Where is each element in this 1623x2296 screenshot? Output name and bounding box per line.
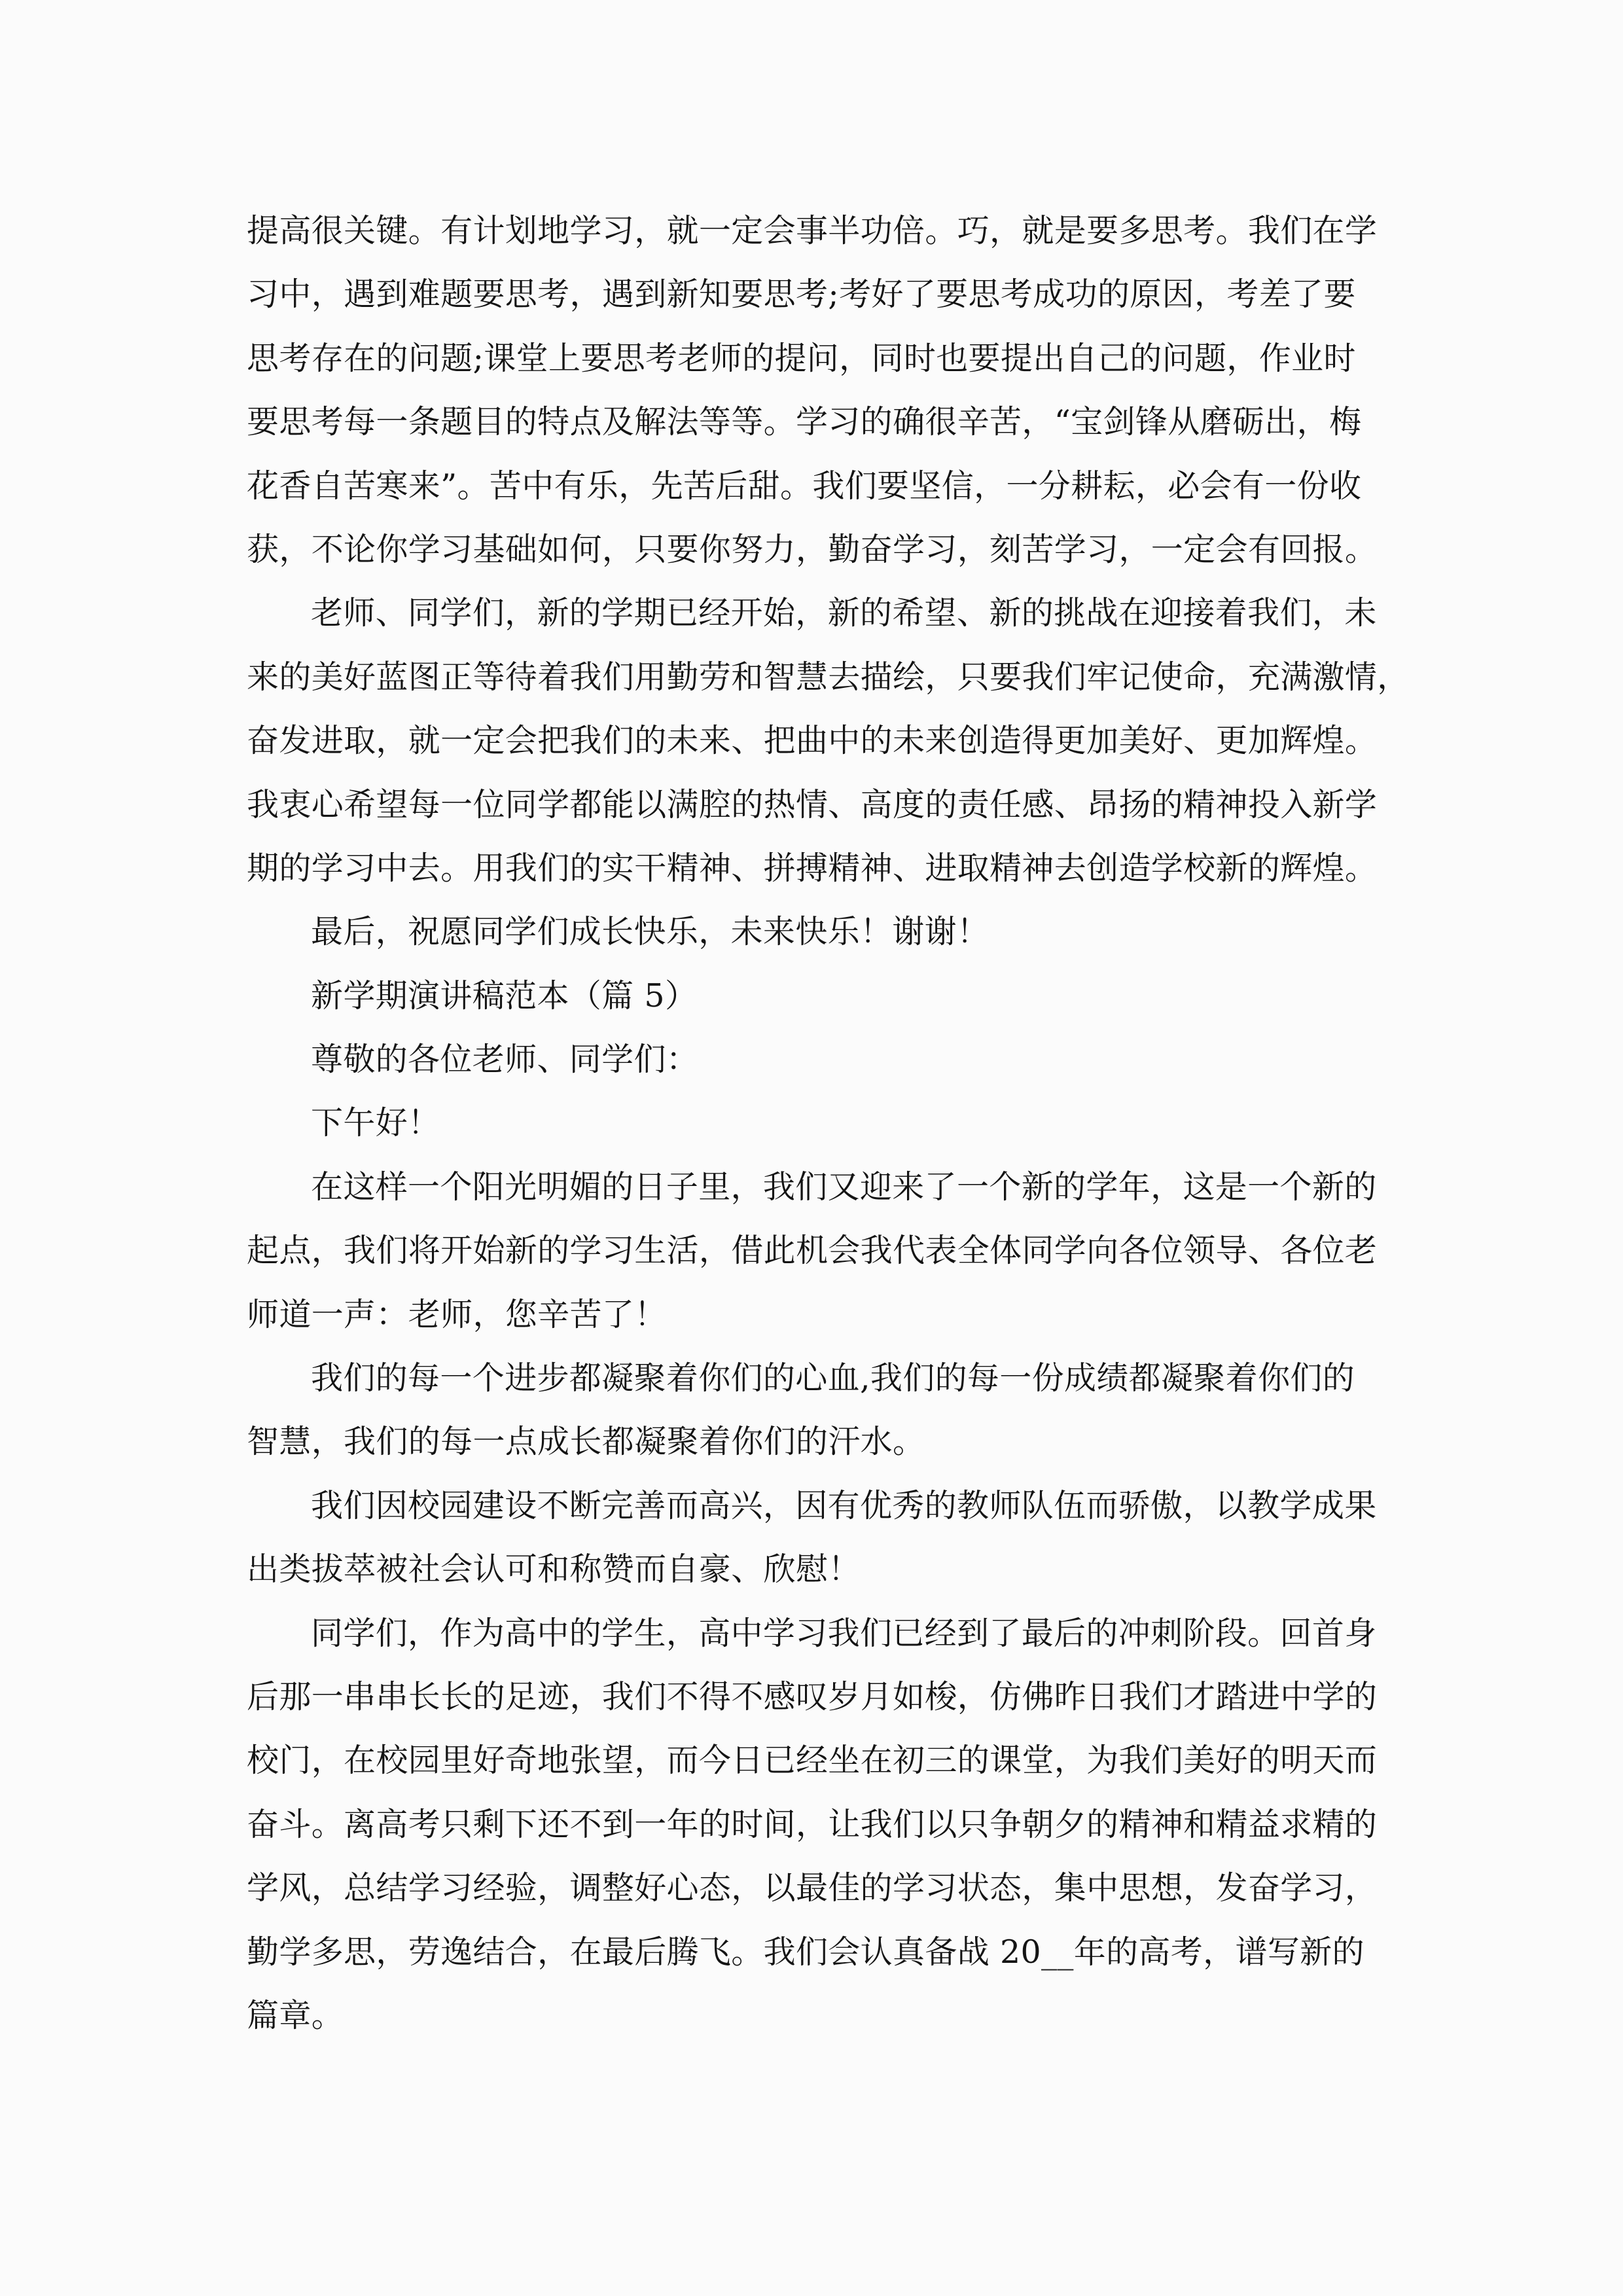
text-line-20: 智慧，我们的每一点成长都凝聚着你们的汗水。 xyxy=(247,1423,925,1461)
text-line-18: 师道一声：老师，您辛苦了！ xyxy=(247,1295,667,1333)
text-line-19: 我们的每一个进步都凝聚着你们的心血,我们的每一份成绩都凝聚着你们的 xyxy=(311,1359,1355,1397)
text-line-13: 新学期演讲稿范本（篇 5） xyxy=(311,977,698,1014)
text-line-6: 获，不论你学习基础如何，只要你努力，勤奋学习，刻苦学习，一定会有回报。 xyxy=(247,530,1378,568)
text-line-14: 尊敬的各位老师、同学们： xyxy=(311,1041,699,1079)
text-line-5: 花香自苦寒来”。苦中有乐，先苦后甜。我们要坚信，一分耕耘，必会有一份收 xyxy=(247,467,1362,505)
text-line-2: 习中，遇到难题要思考，遇到新知要思考;考好了要思考成功的原因，考差了要 xyxy=(247,276,1356,314)
text-line-23: 同学们，作为高中的学生，高中学习我们已经到了最后的冲刺阶段。回首身 xyxy=(311,1614,1377,1652)
text-line-15: 下午好！ xyxy=(311,1104,440,1142)
document-content xyxy=(247,199,1410,2047)
text-line-25: 校门，在校园里好奇地张望，而今日已经坐在初三的课堂，为我们美好的明天而 xyxy=(247,1742,1378,1780)
text-line-26: 奋斗。离高考只剩下还不到一年的时间，让我们以只争朝夕的精神和精益求精的 xyxy=(247,1805,1378,1843)
text-line-3: 思考存在的问题;课堂上要思考老师的提问，同时也要提出自己的问题，作业时 xyxy=(247,339,1356,377)
text-line-28: 勤学多思，劳逸结合，在最后腾飞。我们会认真备战 20__年的高考，谱写新的 xyxy=(247,1933,1364,1971)
text-line-8: 来的美好蓝图正等待着我们用勤劳和智慧去描绘，只要我们牢记使命，充满激情， xyxy=(247,658,1410,696)
text-line-27: 学风，总结学习经验，调整好心态，以最佳的学习状态，集中思想，发奋学习， xyxy=(247,1869,1378,1907)
text-line-10: 我衷心希望每一位同学都能以满腔的热情、高度的责任感、昂扬的精神投入新学 xyxy=(247,785,1378,823)
text-line-17: 起点，我们将开始新的学习生活，借此机会我代表全体同学向各位领导、各位老 xyxy=(247,1232,1378,1270)
text-line-4: 要思考每一条题目的特点及解法等等。学习的确很辛苦，“宝剑锋从磨砺出，梅 xyxy=(247,403,1362,441)
text-line-9: 奋发进取，就一定会把我们的未来、把曲中的未来创造得更加美好、更加辉煌。 xyxy=(247,722,1378,760)
text-line-1: 提高很关键。有计划地学习，就一定会事半功倍。巧，就是要多思考。我们在学 xyxy=(247,212,1378,249)
text-line-16: 在这样一个阳光明媚的日子里，我们又迎来了一个新的学年，这是一个新的 xyxy=(311,1168,1377,1206)
text-line-24: 后那一串串长长的足迹，我们不得不感叹岁月如梭，仿佛昨日我们才踏进中学的 xyxy=(247,1677,1378,1715)
text-line-21: 我们因校园建设不断完善而高兴，因有优秀的教师队伍而骄傲，以教学成果 xyxy=(311,1486,1377,1524)
text-line-11: 期的学习中去。用我们的实干精神、拼搏精神、进取精神去创造学校新的辉煌。 xyxy=(247,849,1378,887)
text-line-29: 篇章。 xyxy=(247,1996,344,2034)
text-line-22: 出类拔萃被社会认可和称赞而自豪、欣慰！ xyxy=(247,1551,861,1588)
text-line-7: 老师、同学们，新的学期已经开始，新的希望、新的挑战在迎接着我们，未 xyxy=(311,594,1377,632)
text-line-12: 最后，祝愿同学们成长快乐，未来快乐！谢谢！ xyxy=(311,913,990,951)
